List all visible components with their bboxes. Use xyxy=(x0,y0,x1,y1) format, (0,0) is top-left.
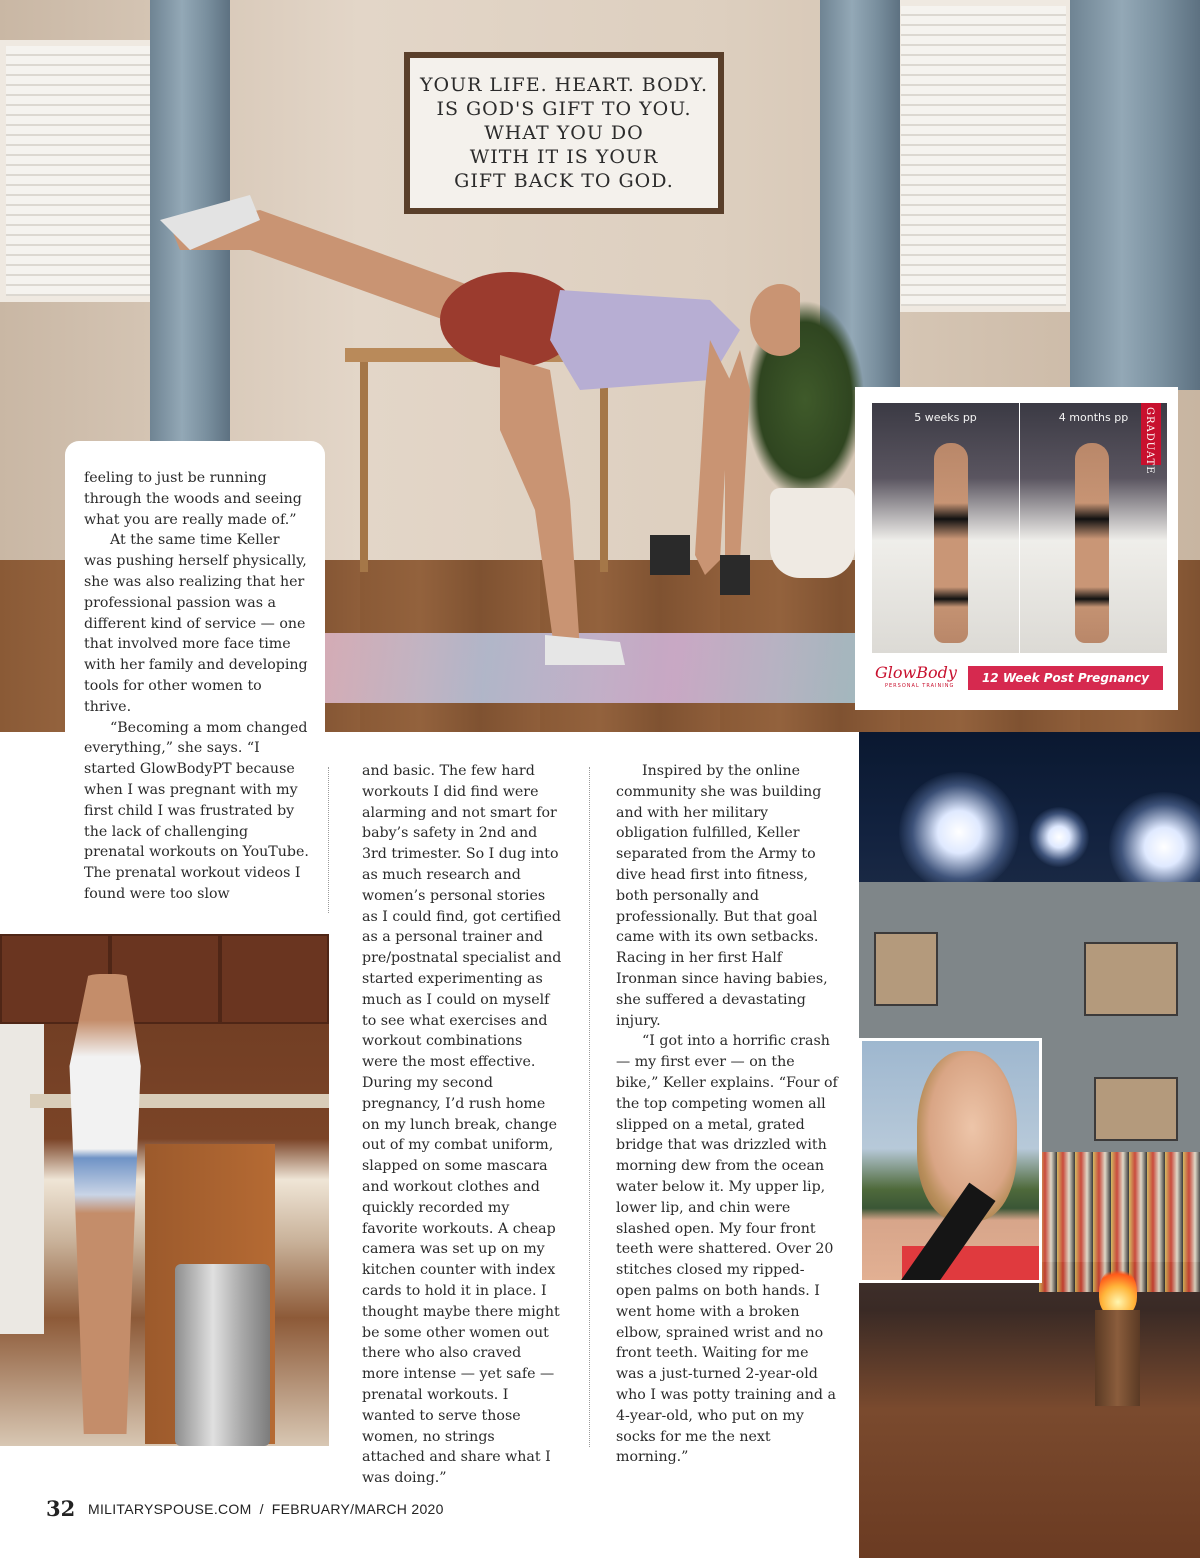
woman-with-camera xyxy=(60,974,155,1434)
footer-issue: FEBRUARY/MARCH 2020 xyxy=(271,1501,444,1517)
figure xyxy=(1075,443,1109,643)
footer-separator: / xyxy=(259,1501,264,1517)
plan-banner: 12 Week Post Pregnancy Plan xyxy=(968,666,1163,690)
column-3 xyxy=(616,761,838,1468)
column-2 xyxy=(362,761,562,1489)
glowbody-logo-sub: PERSONAL TRAINING xyxy=(885,683,955,689)
building-window xyxy=(1084,942,1178,1016)
stadium-light xyxy=(1029,807,1089,867)
running-footer xyxy=(88,1501,444,1517)
paragraph: and basic. The few hard workouts I did find were alarming and not smart for baby’s safety in 2nd and 3rd trimester. So I dug into as much research and women’s personal stories as I could find, got certified as a personal trainer and pre/postnatal specialist and started experimenting as much as I could on myself to see what exercises and workout combinations were the most effective. During my second pregnancy, I’d rush home on my lunch break, change out of my combat uniform, slapped on some mascara and workout clothes and quickly recorded my favorite workouts. A cheap camera was set up on my kitchen counter with index cards to hold it in place. I thought maybe there might be some other women out there who also craved more intense — yet safe — prenatal workouts. I wanted to serve those women, no strings attached and share what I was doing.” xyxy=(362,763,562,1487)
page-number: 32 xyxy=(46,1496,76,1521)
sign-line: WHAT YOU DO xyxy=(484,122,644,144)
athlete-selfie-photo xyxy=(859,1038,1042,1283)
window-right xyxy=(895,0,1072,312)
building-window xyxy=(874,932,938,1006)
before-photo xyxy=(872,403,1019,653)
sign-line: YOUR LIFE. HEART. BODY. xyxy=(419,74,709,96)
paragraph: At the same time Keller was pushing herself physically, she was also realizing that her professional passion was a different kind of service — one that involved more face time with her family and developing tools for other women to thrive. xyxy=(84,532,308,715)
graduate-tag-label: GRADUATE xyxy=(1144,407,1155,475)
paragraph: feeling to just be running through the woods and seeing what you are really made of.” xyxy=(84,470,302,528)
sign-line: GIFT BACK TO GOD. xyxy=(454,170,674,192)
footer-site: MILITARYSPOUSE.COM xyxy=(88,1501,252,1517)
curtain-right xyxy=(1070,0,1200,390)
window-left xyxy=(0,40,162,302)
paragraph: “I got into a horrific crash — my first ever — on the bike,” Keller explains. “Four of the top competing women all slipped on a metal, grated bridge that was drizzled with morning dew from the ocean water below it. My upper lip, lower lip, and chin were slashed open. My four front teeth were shattered. Over 20 stitches closed my ripped-open palms on both hands. I went home with a broken elbow, sprained wrist and no front teeth. Waiting for me was a just-turned 2-year-old who I was potty training and a 4-year-old, who put on my socks for me the next morning.” xyxy=(616,1033,838,1466)
before-after-inset xyxy=(855,387,1178,710)
after-label: 4 months pp xyxy=(1058,411,1129,424)
refrigerator xyxy=(0,1024,44,1334)
sign-line: WITH IT IS YOUR xyxy=(469,146,659,168)
fire-barrel xyxy=(1095,1310,1140,1406)
paragraph: “Becoming a mom changed everything,” she says. “I started GlowBodyPT because when I was pregnant with my first child I was frustrated by the lack of challenging prenatal workouts on YouTube. The prenatal workout videos I found were too slow xyxy=(84,719,309,902)
before-label: 5 weeks pp xyxy=(914,411,977,424)
paragraph: Inspired by the online community she was building and with her military obligation fulfilled, Keller separated from the Army to dive head first into fitness, both personally and professionally. But that goal came with its own setbacks. Racing in her first Half Ironman since having babies, she suffered a devastating injury. xyxy=(616,763,828,1029)
sign-line: IS GOD'S GIFT TO YOU. xyxy=(436,98,692,120)
graduate-tag xyxy=(1141,403,1161,475)
stadium-light xyxy=(899,772,1019,892)
glowbody-logo: GlowBody xyxy=(875,663,957,682)
column-1 xyxy=(84,468,310,905)
column-rule xyxy=(589,767,590,1447)
kitchen-photo xyxy=(0,934,329,1446)
trash-can xyxy=(175,1264,270,1446)
building-window xyxy=(1094,1077,1178,1141)
column-rule xyxy=(328,767,329,913)
figure xyxy=(934,443,968,643)
upper-cabinet xyxy=(220,934,329,1024)
